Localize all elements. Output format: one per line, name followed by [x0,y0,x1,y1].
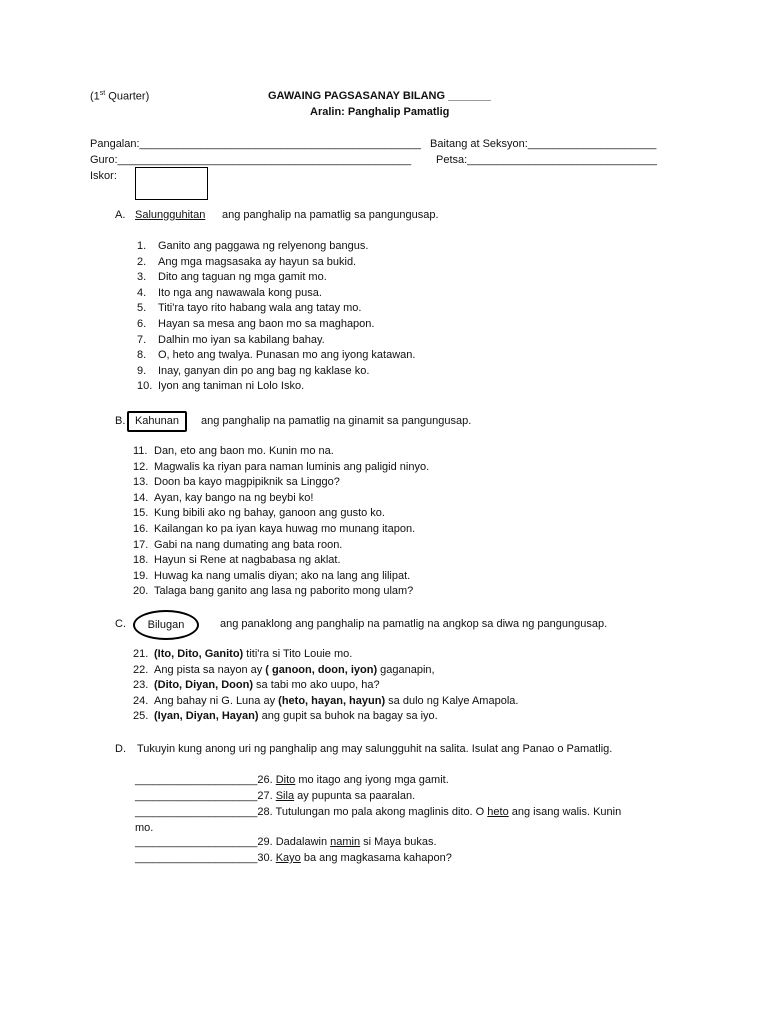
section-a-instruction: ang panghalip na pamatlig sa pangungusap. [222,209,439,221]
list-item: 23. (Dito, Diyan, Doon) sa tabi mo ako uupo, ha? [133,679,380,692]
score-box[interactable] [135,167,208,200]
worksheet-title: GAWAING PAGSASANAY BILANG _______ [268,90,491,102]
list-item: 20. Talaga bang ganito ang lasa ng paborito mong ulam? [133,585,414,598]
section-c-keyword-oval: Bilugan [133,610,199,640]
answer-line-30[interactable]: ____________________30. Kayo ba ang magkasama kahapon? [135,852,452,864]
list-item: 15. Kung bibili ako ng bahay, ganoon ang gusto ko. [133,507,385,520]
list-item: 6. Hayan sa mesa ang baon mo sa maghapon. [137,317,375,330]
list-item: 4. Ito nga ang nawawala kong pusa. [137,286,322,299]
list-item: 18. Hayun si Rene at nagbabasa ng aklat. [133,554,341,567]
section-c-list [133,647,518,725]
list-item: 5. Titi'ra tayo rito habang wala ang tatay mo. [137,302,362,315]
pangalan-field[interactable]: Pangalan:______________________________________________ [90,138,421,150]
lesson-subtitle: Aralin: Panghalip Pamatlig [310,106,450,118]
section-a-list [137,239,415,395]
answer-line-28[interactable]: ____________________28. Tutulungan mo pala akong maglinis dito. O heto ang isang walis. Kunin [135,806,622,818]
section-d-letter: D. [115,743,126,755]
answer-line-26[interactable]: ____________________26. Dito mo itago ang iyong mga gamit. [135,774,449,786]
list-item: 24. Ang bahay ni G. Luna ay (heto, hayan, hayun) sa dulo ng Kalye Amapola. [133,694,519,707]
section-a-letter: A. [115,209,126,221]
list-item: 9. Inay, ganyan din po ang bag ng kaklase ko. [137,364,370,377]
iskor-label: Iskor: [90,170,117,182]
list-item: 19. Huwag ka nang umalis diyan; ako na lang ang lilipat. [133,569,411,582]
list-item: 2. Ang mga magsasaka ay hayun sa bukid. [137,255,357,268]
quarter-label: (1st Quarter) [90,90,150,103]
list-item: 21. (Ito, Dito, Ganito) titi'ra si Tito Louie mo. [133,648,353,660]
list-item: 17. Gabi na nang dumating ang bata roon. [133,538,343,551]
section-c-instruction: ang panaklong ang panghalip na pamatlig na angkop sa diwa ng pangungusap. [220,618,608,630]
baitang-field[interactable]: Baitang at Seksyon:_____________________ [430,138,657,150]
answer-line-28-continued: mo. [135,822,154,834]
list-item: 22. Ang pista sa nayon ay ( ganoon, doon, iyon) gaganapin, [133,663,435,676]
list-item: 8. O, heto ang twalya. Punasan mo ang iyong katawan. [137,349,416,362]
list-item: 10. Iyon ang taniman ni Lolo Isko. [137,380,305,393]
list-item: 1. Ganito ang paggawa ng relyenong bangus. [137,240,369,252]
petsa-field[interactable]: Petsa:_______________________________ [436,154,657,166]
guro-field[interactable]: Guro:________________________________________________ [90,154,412,166]
list-item: 16. Kailangan ko pa iyan kaya huwag mo munang itapon. [133,522,416,535]
answer-line-29[interactable]: ____________________29. Dadalawin namin si Maya bukas. [135,836,437,848]
answer-line-27[interactable]: ____________________27. Sila ay pupunta sa paaralan. [135,790,416,802]
section-b-instruction: ang panghalip na pamatlig na ginamit sa pangungusap. [201,415,472,427]
list-item: 7. Dalhin mo iyan sa kabilang bahay. [137,333,325,346]
list-item: 13. Doon ba kayo magpipiknik sa Linggo? [133,476,340,489]
section-b-keyword-box: Kahunan [127,411,187,432]
list-item: 11. Dan, eto ang baon mo. Kunin mo na. [133,445,334,457]
section-b-letter: B. [115,415,126,427]
list-item: 25. (Iyan, Diyan, Hayan) ang gupit sa buhok na bagay sa iyo. [133,710,438,723]
list-item: 14. Ayan, kay bango na ng beybi ko! [133,491,314,504]
section-a-keyword: Salungguhitan [135,209,206,221]
list-item: 3. Dito ang taguan ng mga gamit mo. [137,271,327,284]
section-b-list [133,444,429,600]
section-d-instruction: Tukuyin kung anong uri ng panghalip ang may salungguhit na salita. Isulat ang Panao o Pamatlig. [137,743,613,755]
list-item: 12. Magwalis ka riyan para naman luminis ang paligid ninyo. [133,460,430,473]
section-c-letter: C. [115,618,126,630]
